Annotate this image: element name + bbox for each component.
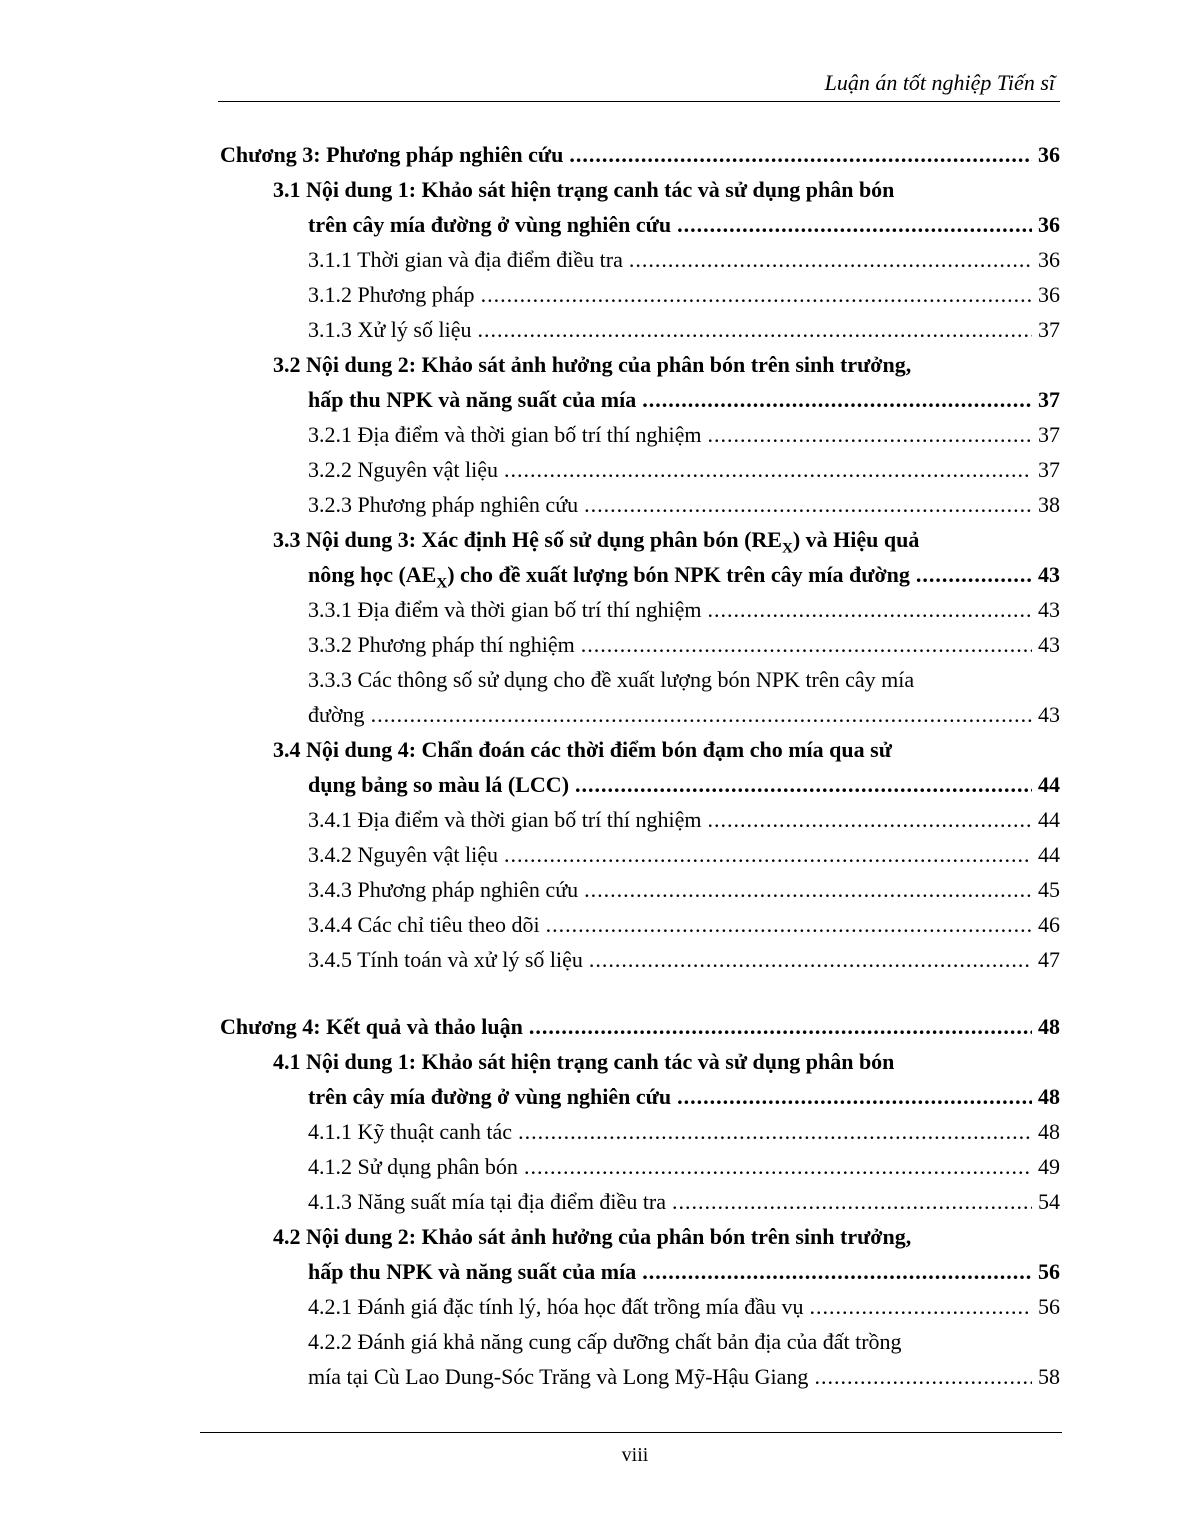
toc-entry-title: đường — [308, 702, 365, 727]
toc-entry-title: trên cây mía đường ở vùng nghiên cứu — [308, 1084, 672, 1109]
toc-entry-3-1-1[interactable] — [308, 242, 1060, 277]
toc-entry-page: 37 — [1038, 317, 1060, 342]
toc-entry-title: 4.1 Nội dung 1: Khảo sát hiện trạng canh tác và sử dụng phân bón — [273, 1049, 895, 1074]
toc-entry-page: 38 — [1038, 492, 1060, 517]
toc-entry-page: 56 — [1038, 1294, 1060, 1319]
toc-entry-title-part: nông học (AE — [308, 562, 437, 587]
dot-leader — [584, 872, 1032, 907]
dot-leader — [810, 1289, 1033, 1324]
toc-entry-page: 56 — [1038, 1259, 1060, 1284]
toc-entry-title: Chương 4: Kết quả và thảo luận — [220, 1014, 523, 1039]
toc-entry-title: mía tại Cù Lao Dung-Sóc Trăng và Long Mỹ-Hậu Giang — [308, 1364, 809, 1389]
dot-leader — [708, 802, 1032, 837]
toc-entry-page: 43 — [1038, 702, 1060, 727]
toc-entry-4-2-2[interactable] — [308, 1359, 1060, 1394]
toc-entry-page: 37 — [1038, 387, 1060, 412]
toc-entry-chapter-4[interactable] — [220, 1009, 1060, 1044]
running-header: Luận án tốt nghiệp Tiến sĩ — [824, 70, 1055, 95]
toc-entry-3-3-2[interactable] — [308, 627, 1060, 662]
toc-entry-page: 48 — [1038, 1014, 1060, 1039]
toc-entry-page: 36 — [1038, 212, 1060, 237]
toc-entry-title: 3.4.2 Nguyên vật liệu — [308, 842, 499, 867]
toc-entry-page: 37 — [1038, 422, 1060, 447]
footer-divider — [200, 1432, 1062, 1433]
toc-entry-title: 4.1.3 Năng suất mía tại địa điểm điều tra — [308, 1189, 667, 1214]
subscript: X — [436, 575, 448, 592]
header-divider — [218, 101, 1060, 102]
toc-entry-page: 45 — [1038, 877, 1060, 902]
toc-entry-title: 3.2.3 Phương pháp nghiên cứu — [308, 492, 579, 517]
dot-leader — [589, 942, 1032, 977]
dot-leader — [569, 137, 1032, 172]
toc-entry-title-part: 3.3 Nội dung 3: Xác định Hệ số sử dụng phân bón (RE — [273, 527, 782, 552]
toc-entry-page: 36 — [1038, 247, 1060, 272]
toc-entry-page: 54 — [1038, 1189, 1060, 1214]
toc-entry-title: 3.4 Nội dung 4: Chẩn đoán các thời điểm bón đạm cho mía qua sử — [273, 737, 892, 762]
toc-entry-title: 3.4.3 Phương pháp nghiên cứu — [308, 877, 579, 902]
toc-entry-4-1-3[interactable] — [308, 1184, 1060, 1219]
toc-entry-3-2-2[interactable] — [308, 452, 1060, 487]
toc-entry-3-3-3[interactable] — [308, 697, 1060, 732]
toc-entry-4-1-line1[interactable] — [273, 1044, 1060, 1079]
toc-entry-3-1-3[interactable] — [308, 312, 1060, 347]
dot-leader — [677, 207, 1032, 242]
toc-entry-3-1-line1[interactable] — [273, 172, 1060, 207]
toc-entry-title: 3.4.4 Các chỉ tiêu theo dõi — [308, 912, 540, 937]
toc-entry-page: 43 — [1038, 562, 1060, 587]
toc-entry-3-1[interactable] — [308, 207, 1060, 242]
dot-leader — [677, 1079, 1032, 1114]
toc-entry-3-2[interactable] — [308, 382, 1060, 417]
toc-entry-title: 4.2 Nội dung 2: Khảo sát ảnh hưởng của phân bón trên sinh trưởng, — [273, 1224, 912, 1249]
dot-leader — [814, 1359, 1032, 1394]
toc-entry-title: 3.1 Nội dung 1: Khảo sát hiện trạng canh tác và sử dụng phân bón — [273, 177, 895, 202]
dot-leader — [642, 382, 1032, 417]
toc-entry-page: 44 — [1038, 807, 1060, 832]
toc-entry-3-2-line1[interactable] — [273, 347, 1060, 382]
toc-entry-title: 3.2.2 Nguyên vật liệu — [308, 457, 499, 482]
toc-entry-title-part: ) và Hiệu quả — [792, 527, 920, 552]
dot-leader — [518, 1114, 1032, 1149]
toc-entry-chapter-3[interactable] — [220, 137, 1060, 172]
toc-entry-page: 36 — [1038, 142, 1060, 167]
toc-entry-3-3-3-line1[interactable] — [308, 662, 1060, 697]
toc-entry-title: 3.1.3 Xử lý số liệu — [308, 317, 472, 342]
toc-entry-title: 4.1.2 Sử dụng phân bón — [308, 1154, 518, 1179]
toc-entry-title: 4.2.1 Đánh giá đặc tính lý, hóa học đất trồng mía đầu vụ — [308, 1294, 804, 1319]
toc-entry-4-2-line1[interactable] — [273, 1219, 1060, 1254]
toc-entry-4-1-2[interactable] — [308, 1149, 1060, 1184]
toc-entry-page: 43 — [1038, 597, 1060, 622]
toc-entry-3-3-1[interactable] — [308, 592, 1060, 627]
toc-entry-3-4-3[interactable] — [308, 872, 1060, 907]
dot-leader — [504, 452, 1032, 487]
dot-leader — [481, 277, 1032, 312]
toc-entry-title: 3.1.2 Phương pháp — [308, 282, 475, 307]
toc-entry-title: 4.2.2 Đánh giá khả năng cung cấp dưỡng chất bản địa của đất trồng — [308, 1329, 902, 1354]
dot-leader — [584, 487, 1032, 522]
toc-entry-page: 49 — [1038, 1154, 1060, 1179]
toc-entry-title: 3.2.1 Địa điểm và thời gian bố trí thí nghiệm — [308, 422, 702, 447]
dot-leader — [575, 767, 1032, 802]
toc-entry-page: 58 — [1038, 1364, 1060, 1389]
dot-leader — [708, 592, 1032, 627]
toc-entry-3-4-5[interactable] — [308, 942, 1060, 977]
toc-entry-page: 37 — [1038, 457, 1060, 482]
toc-entry-title: 3.4.1 Địa điểm và thời gian bố trí thí nghiệm — [308, 807, 702, 832]
toc-entry-title: hấp thu NPK và năng suất của mía — [308, 387, 637, 412]
toc-entry-3-2-3[interactable] — [308, 487, 1060, 522]
toc-entry-4-2[interactable] — [308, 1254, 1060, 1289]
toc-entry-title-part: ) cho đề xuất lượng bón NPK trên cây mía đường — [447, 562, 910, 587]
toc-entry-page: 48 — [1038, 1084, 1060, 1109]
toc-entry-title: 3.1.1 Thời gian và địa điểm điều tra — [308, 247, 623, 272]
toc-entry-page: 44 — [1038, 772, 1060, 797]
toc-entry-4-1-1[interactable] — [308, 1114, 1060, 1149]
toc-entry-3-4[interactable] — [308, 767, 1060, 802]
toc-entry-page: 46 — [1038, 912, 1060, 937]
toc-entry-3-4-2[interactable] — [308, 837, 1060, 872]
toc-entry-3-2-1[interactable] — [308, 417, 1060, 452]
dot-leader — [708, 417, 1032, 452]
dot-leader — [524, 1149, 1032, 1184]
dot-leader — [581, 627, 1032, 662]
dot-leader — [477, 312, 1032, 347]
toc-entry-4-1[interactable] — [308, 1079, 1060, 1114]
toc-entry-3-1-2[interactable] — [308, 277, 1060, 312]
toc-entry-title: 3.3.2 Phương pháp thí nghiệm — [308, 632, 575, 657]
dot-leader — [672, 1184, 1032, 1219]
toc-entry-title: 3.4.5 Tính toán và xử lý số liệu — [308, 947, 583, 972]
toc-entry-title: dụng bảng so màu lá (LCC) — [308, 772, 570, 797]
dot-leader — [916, 557, 1032, 592]
toc-entry-page: 36 — [1038, 282, 1060, 307]
toc-entry-page: 47 — [1038, 947, 1060, 972]
toc-entry-title: trên cây mía đường ở vùng nghiên cứu — [308, 212, 672, 237]
subscript: X — [781, 540, 793, 557]
toc-entry-page: 44 — [1038, 842, 1060, 867]
dot-leader — [642, 1254, 1032, 1289]
toc-entry-4-2-1[interactable] — [308, 1289, 1060, 1324]
toc-entry-page: 43 — [1038, 632, 1060, 657]
toc-entry-4-2-2-line1[interactable] — [308, 1324, 1060, 1359]
toc-entry-title: 3.2 Nội dung 2: Khảo sát ảnh hưởng của phân bón trên sinh trưởng, — [273, 352, 912, 377]
toc-entry-3-4-4[interactable] — [308, 907, 1060, 942]
toc-entry-title: 3.3.3 Các thông số sử dụng cho đề xuất lượng bón NPK trên cây mía — [308, 667, 915, 692]
dot-leader — [529, 1009, 1032, 1044]
toc-entry-3-4-1[interactable] — [308, 802, 1060, 837]
dot-leader — [504, 837, 1032, 872]
page-number: viii — [621, 1444, 649, 1466]
toc-entry-title: 4.1.1 Kỹ thuật canh tác — [308, 1119, 513, 1144]
dot-leader — [629, 242, 1032, 277]
toc-entry-title: 3.3.1 Địa điểm và thời gian bố trí thí nghiệm — [308, 597, 702, 622]
dot-leader — [371, 697, 1032, 732]
toc-entry-page: 48 — [1038, 1119, 1060, 1144]
toc-entry-3-4-line1[interactable] — [273, 732, 1060, 767]
toc-entry-title: hấp thu NPK và năng suất của mía — [308, 1259, 637, 1284]
dot-leader — [546, 907, 1032, 942]
toc-entry-title: Chương 3: Phương pháp nghiên cứu — [220, 142, 564, 167]
